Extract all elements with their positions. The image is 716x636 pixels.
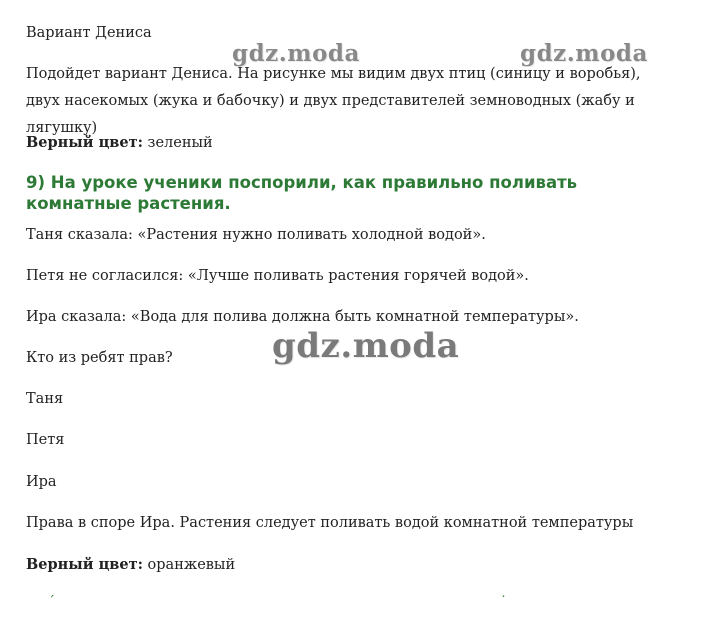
answer-explanation: Права в споре Ира. Растения следует поливать водой комнатной температуры [26, 515, 634, 531]
answer-color-value: оранжевый [147, 557, 236, 573]
watermark-logo: gdz.moda [520, 40, 648, 67]
cutoff-mark: ´ [48, 594, 55, 610]
option-ira: Ира [26, 474, 57, 490]
cutoff-mark: ˙ [500, 594, 507, 610]
question-line-tanya: Таня сказала: «Растения нужно поливать холодной водой». [26, 227, 486, 243]
prev-answer-title: Вариант Дениса [26, 25, 152, 41]
prev-explanation: Подойдет вариант Дениса. На рисунке мы видим двух птиц (синицу и воробья), двух насекомых (жука и бабочку) и двух представителей земноводных (жабу и лягушку) [26, 66, 641, 136]
prev-color-line [26, 129, 213, 157]
question-prompt: Кто из ребят прав? [26, 350, 173, 366]
prev-color-label: Верный цвет: [26, 134, 143, 151]
question-line-petya: Петя не согласился: «Лучше поливать растения горячей водой». [26, 268, 529, 284]
watermark-logo: gdz.moda [272, 326, 460, 366]
answer-color-label: Верный цвет: [26, 556, 143, 573]
watermark-logo: gdz.moda [232, 40, 360, 67]
option-tanya: Таня [26, 391, 64, 407]
prev-color-value: зеленый [147, 135, 213, 151]
question-line-ira: Ира сказала: «Вода для полива должна быть комнатной температуры». [26, 309, 579, 325]
question-heading: 9) На уроке ученики поспорили, как правильно поливать комнатные растения. [26, 173, 578, 213]
option-petya: Петя [26, 432, 65, 448]
answer-color-line [26, 551, 235, 579]
